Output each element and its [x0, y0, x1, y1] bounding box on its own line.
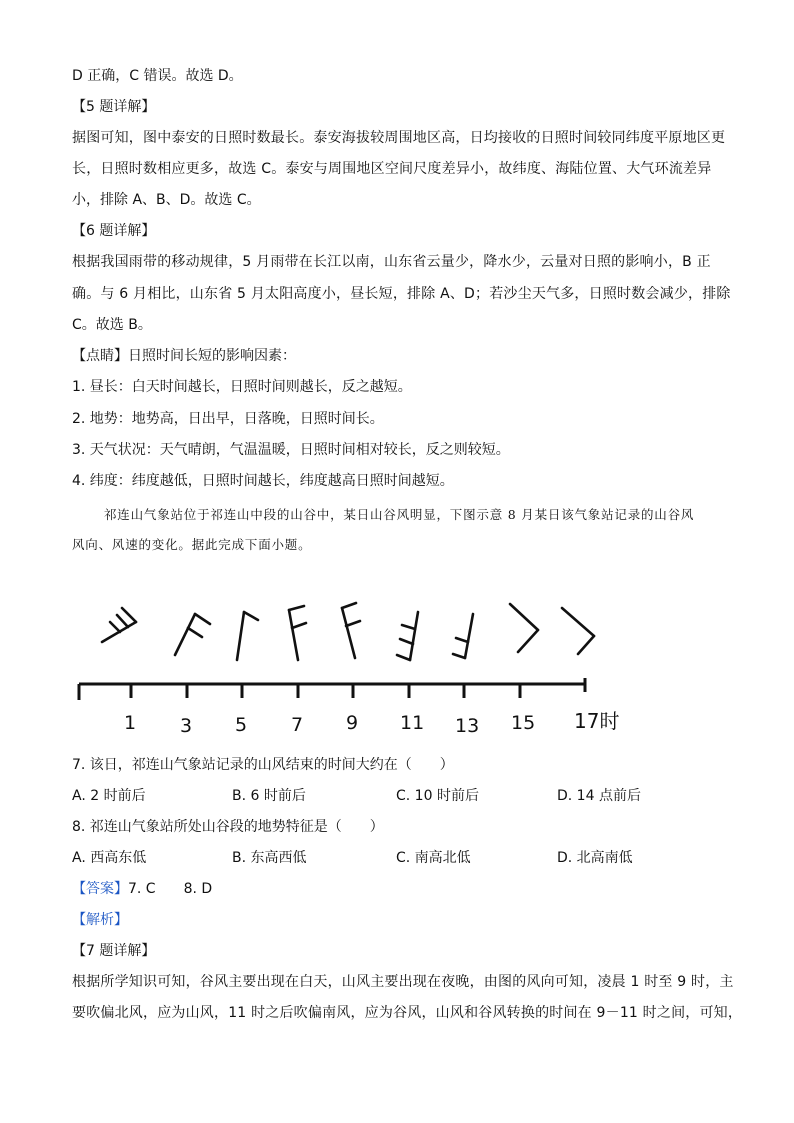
wind-barb — [342, 603, 360, 658]
text-line: 小，排除 A、B、D。故选 C。 — [72, 192, 261, 208]
note-heading: 【点睛】日照时间长短的影响因素： — [72, 348, 296, 364]
list-item: 4. 纬度：纬度越低，日照时间越长，纬度越高日照时间越短。 — [72, 473, 454, 489]
tick-label: 3 — [180, 715, 193, 737]
tick-label: 11 — [400, 712, 425, 734]
question-7-stem: 7. 该日，祁连山气象站记录的山风结束的时间大约在（ ） — [72, 757, 454, 773]
tick-label: 17时 — [574, 709, 620, 733]
question-8-stem: 8. 祁连山气象站所处山谷段的地势特征是（ ） — [72, 819, 384, 835]
question-8-option-b: B. 东高西低 — [232, 850, 307, 866]
question-intro: 风向、风速的变化。据此完成下面小题。 — [72, 537, 312, 552]
question-8-option-d: D. 北高南低 — [557, 850, 633, 866]
list-item: 3. 天气状况：天气晴朗，气温温暖，日照时间相对较长，反之则较短。 — [72, 442, 510, 458]
analysis-label: 【解析】 — [72, 912, 128, 928]
wind-barb — [510, 604, 538, 652]
tick-label: 1 — [124, 712, 137, 734]
text-line: C。故选 B。 — [72, 317, 152, 333]
text-line: 长，日照时数相应更多，故选 C。泰安与周围地区空间尺度差异小，故纬度、海陆位置、大气环流差异 — [72, 161, 712, 177]
text-line: 根据我国雨带的移动规律，5 月雨带在长江以南，山东省云量少，降水少，云量对日照的影响小，B 正 — [72, 254, 711, 270]
wind-barb — [237, 612, 258, 660]
section-heading-q5: 【5 题详解】 — [72, 99, 156, 115]
tick-label: 13 — [455, 715, 480, 737]
question-7-option-b: B. 6 时前后 — [232, 788, 306, 804]
question-7-option-c: C. 10 时前后 — [396, 788, 479, 804]
text-line: 确。与 6 月相比，山东省 5 月太阳高度小，昼长短，排除 A、D；若沙尘天气多，日照时数会减少，排除 — [72, 286, 731, 302]
list-item: 2. 地势：地势高，日出早，日落晚，日照时间长。 — [72, 411, 384, 427]
wind-barb — [397, 612, 418, 660]
question-7-option-d: D. 14 点前后 — [557, 788, 641, 804]
text-line: 据图可知，图中泰安的日照时数最长。泰安海拔较周围地区高，日均接收的日照时间较同纬度平原地区更 — [72, 130, 726, 146]
tick-label: 5 — [235, 714, 248, 736]
tick-label: 15 — [511, 712, 536, 734]
wind-barb — [175, 614, 210, 655]
question-8-option-a: A. 西高东低 — [72, 850, 147, 866]
wind-barb — [289, 606, 306, 660]
answer-text: 7. C 8. D — [128, 881, 213, 897]
question-8-option-c: C. 南高北低 — [396, 850, 471, 866]
text-line: 要吹偏北风，应为山风，11 时之后吹偏南风，应为谷风，山风和谷风转换的时间在 9－11 时之间，可知， — [72, 1005, 743, 1021]
tick-label: 7 — [291, 714, 304, 736]
tick-label: 9 — [346, 712, 359, 734]
section-heading-q7: 【7 题详解】 — [72, 943, 156, 959]
wind-barb — [562, 608, 594, 654]
wind-barb — [102, 608, 136, 642]
answer-line — [72, 880, 212, 898]
list-item: 1. 昼长：白天时间越长，日照时间则越长，反之越短。 — [72, 379, 412, 395]
section-heading-q6: 【6 题详解】 — [72, 223, 156, 239]
wind-barb-figure — [70, 592, 630, 742]
text-line: D 正确，C 错误。故选 D。 — [72, 68, 243, 84]
question-7-option-a: A. 2 时前后 — [72, 788, 146, 804]
wind-barb — [453, 614, 473, 658]
text-line: 根据所学知识可知，谷风主要出现在白天，山风主要出现在夜晚，由图的风向可知，凌晨 1 时至 9 时，主 — [72, 974, 734, 990]
answer-label: 【答案】 — [72, 881, 128, 897]
question-intro: 祁连山气象站位于祁连山中段的山谷中，某日山谷风明显，下图示意 8 月某日该气象站记录的山谷风 — [104, 507, 695, 522]
